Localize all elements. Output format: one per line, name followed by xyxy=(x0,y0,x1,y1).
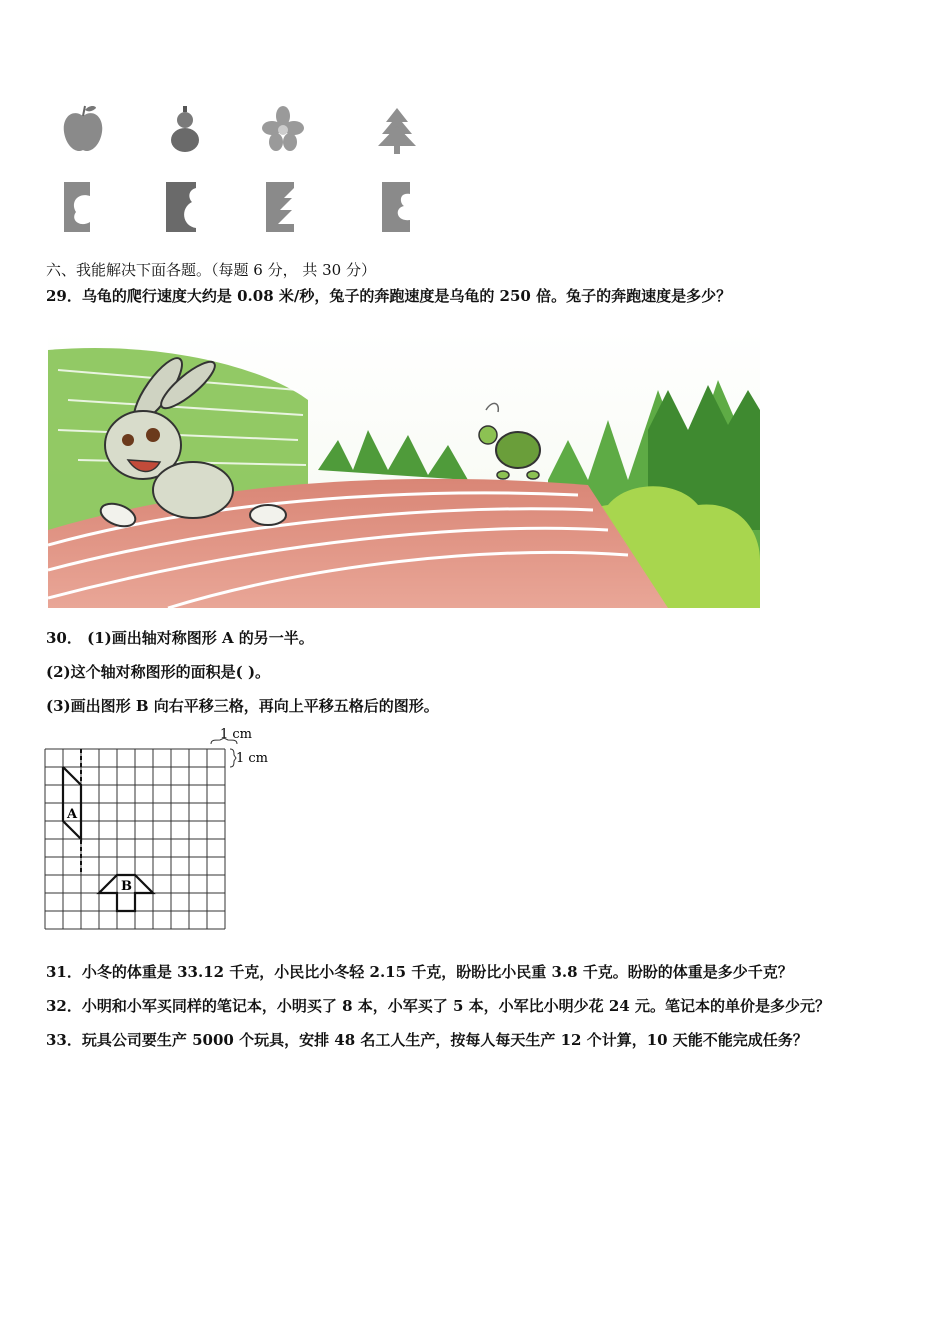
question-32: 32．小明和小军买同样的笔记本，小明买了 8 本，小军买了 5 本，小军比小明少花 24 元。笔记本的单价是多少元？ xyxy=(46,997,830,1015)
gourd-cutout-card-icon xyxy=(160,178,210,238)
question-30-part-3: (3)画出图形 B 向右平移三格，再向上平移五格后的图形。 xyxy=(46,697,439,715)
grid-figure xyxy=(40,722,290,934)
question-30-part-2: (2)这个轴对称图形的面积是( )。 xyxy=(46,663,271,681)
question-31: 31．小冬的体重是 33.12 千克，小民比小冬轻 2.15 千克，盼盼比小民重 3.8 千克。盼盼的体重是多少千克？ xyxy=(46,963,793,981)
race-illustration xyxy=(48,330,760,608)
flower-cutout-card-icon xyxy=(372,178,422,238)
apple-cutout-card-icon xyxy=(58,178,108,238)
flower-shape-icon xyxy=(258,100,308,160)
unit-label-side: 1 cm xyxy=(236,751,269,766)
apple-shape-icon xyxy=(58,100,108,160)
tree-shape-icon xyxy=(372,100,422,160)
question-33: 33．玩具公司要生产 5000 个玩具，安排 48 名工人生产，按每人每天生产 12 个计算，10 天能不能完成任务？ xyxy=(46,1031,808,1049)
gourd-shape-icon xyxy=(160,100,210,160)
question-30-part-1: 30． (1)画出轴对称图形 A 的另一半。 xyxy=(46,629,314,647)
unit-label-top: 1 cm xyxy=(220,727,253,742)
tree-cutout-card-icon xyxy=(258,178,308,238)
section-heading: 六、我能解决下面各题。（每题 6 分， 共 30 分） xyxy=(46,261,376,279)
figure-a-label: A xyxy=(67,807,78,822)
question-29: 29．乌龟的爬行速度大约是 0.08 米/秒，兔子的奔跑速度是乌龟的 250 倍。兔子的奔跑速度是多少？ xyxy=(46,287,732,305)
figure-b-label: B xyxy=(121,879,132,894)
